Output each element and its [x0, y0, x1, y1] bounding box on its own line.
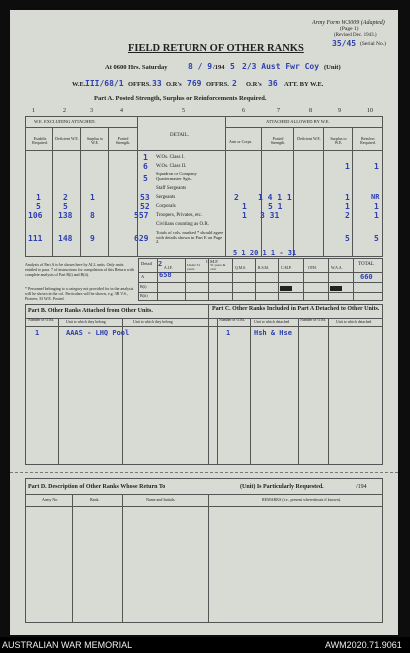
grid-line [25, 494, 383, 495]
posted-strength-value: 52 [140, 202, 150, 211]
col-number: 3 [90, 108, 93, 114]
analysis-instructions: Analysis of Part A to be shown here by ALL units. Only units entitled to para. 7 of instructions for compilation of this Return with complete analysis of Part B(i) and B(ii). [25, 262, 134, 277]
grid-line [208, 304, 209, 464]
surplus-value: 1 [90, 193, 95, 202]
part-b-col: Unit to which they belong [66, 320, 106, 324]
posted-strength-value: 5 [143, 174, 148, 183]
total-surplus: 9 [90, 234, 95, 243]
right-group-header: ATTACHED ALLOWED BY W.E. [266, 119, 330, 124]
grid-line [25, 127, 137, 128]
posted-strength-value: 53 [140, 193, 150, 202]
part-c-title: Part C. Other Ranks Included in Part A Detached to Other Units. [212, 306, 380, 312]
col-number: 8 [309, 108, 312, 114]
grid-line [323, 127, 324, 256]
ors-att-value: 36 [268, 79, 278, 88]
total-deficient: 148 [58, 234, 73, 243]
attached-posted-value: 5 1 [268, 202, 283, 211]
part-d-col: Rank. [90, 497, 100, 502]
part-c-col: Number of O.Rs. [219, 318, 246, 322]
total-label: TOTAL [358, 262, 374, 267]
deficient-value: 5 [63, 202, 68, 211]
sub-col-label: R.S.M. [258, 266, 269, 270]
grid-line [382, 258, 383, 300]
sub-col-label: A.I.F. [164, 266, 173, 270]
analysis-total-value: 660 [360, 273, 373, 281]
col-header: Surplus to W.E. [86, 136, 104, 145]
serial-number: 35/45 [332, 39, 357, 48]
grid-line [25, 464, 383, 465]
surplus-value: 1 [345, 162, 350, 171]
redaction-block [280, 286, 292, 291]
cmf-label: C.M.F. [206, 259, 219, 264]
sub-col-label: W.A.A. [331, 266, 343, 270]
analysis-top-values: 5 1 20 1 1 - 31 [233, 249, 297, 257]
grid-line [293, 127, 294, 256]
offrs-label: OFFRS. [128, 81, 151, 88]
page-label: (Page 1) [340, 26, 359, 32]
unit-label: (Unit) [324, 64, 341, 71]
col-header: Posted Strength. [115, 136, 131, 145]
col-number: 4 [120, 108, 123, 114]
part-d-title-mid: (Unit) Is Particularly Requested. [240, 484, 324, 490]
footer-credit: AUSTRALIAN WAR MEMORIAL [2, 640, 133, 650]
deficient-value: 2 [63, 193, 68, 202]
grid-line [58, 318, 59, 464]
army-form-label: Army Form W.3009 (Adapted) [312, 20, 385, 26]
part-b-title: Part B. Other Ranks Attached from Other Units. [28, 308, 153, 314]
sub-col-label: Q.M.S. [235, 266, 247, 270]
grid-line [208, 494, 209, 623]
analysis-note: * Personnel belonging to a category not provided for in the analysis will be shown in the col. Particulars will be shown, e.g. 3B V.S., Pioneer, 33 W.E. Posted. [25, 286, 134, 301]
grid-line [138, 300, 383, 301]
detail-header: DETAIL. [170, 133, 189, 138]
page-title: FIELD RETURN OF OTHER RANKS [128, 43, 304, 54]
ors-value: 769 [187, 79, 202, 88]
arm-value: 2 [234, 193, 239, 202]
surplus-value: 1 [345, 202, 350, 211]
grid-line [138, 272, 383, 273]
detail-row-label: Staff Sergeants [156, 186, 187, 191]
grid-line [72, 494, 73, 623]
detail-row-label: W.Os. Class II. [156, 164, 187, 169]
part-c-unit: Hsh & Hse [254, 329, 292, 337]
grid-line [25, 304, 383, 305]
col-number: 9 [338, 108, 341, 114]
grid-line [382, 304, 383, 464]
establishment-value: 5 [36, 202, 41, 211]
analysis-row-label: B(ii) [140, 293, 148, 298]
sub-col-label: OTH. [308, 266, 317, 270]
part-b-col: Number of O.Rs. [28, 318, 55, 322]
date-value: 8 / 9 [188, 62, 213, 71]
col-number: 5 [182, 108, 185, 114]
reinforc-value: 1 [374, 202, 379, 211]
attached-posted-value: 1 4 1 1 [258, 193, 292, 202]
part-c-col: Unit to which detached [254, 320, 290, 324]
grid-line [122, 318, 123, 464]
col-header: Posted Strength. [270, 136, 286, 145]
grid-line [225, 116, 226, 256]
year-value: 5 [230, 62, 235, 71]
part-d-col: REMARKS (i.e., present whereabouts if known). [262, 497, 341, 502]
grid-line [25, 622, 383, 623]
establishment-value: 1 [36, 193, 41, 202]
we-value: III/68/1 [85, 79, 124, 88]
grid-line [25, 116, 383, 117]
grid-line [122, 494, 123, 623]
total-attached-surplus: 5 [345, 234, 350, 243]
part-d-col: Army No. [42, 497, 59, 502]
col-number: 10 [367, 108, 373, 114]
analysis-a1-value: 2 [158, 260, 163, 268]
detail-label: Detail [141, 261, 152, 266]
detail-row-label: W.Os. Class I. [156, 155, 185, 160]
grid-line [353, 258, 354, 300]
offrs-att-value: 2 [232, 79, 237, 88]
establishment-value: 106 [28, 211, 43, 220]
unit-value: 2/3 Aust Fwr Coy [242, 62, 320, 71]
col-number: 2 [63, 108, 66, 114]
analysis-row-label: A [141, 274, 145, 279]
surplus-value: 1 [345, 193, 350, 202]
part-c-col: Unit to which detached [336, 320, 372, 324]
left-group-header: W.E. EXCLUDING ATTACHED. [34, 119, 96, 124]
sub-col-label: 31 years & over [210, 263, 226, 271]
col-header: Deficient W.E. [55, 136, 79, 141]
ors-att-label: O.R's [246, 81, 262, 88]
grid-line [25, 116, 26, 256]
grid-line [52, 127, 53, 256]
fold-line [10, 472, 398, 473]
part-c-col: Number of O.Rs. [300, 318, 327, 322]
grid-line [25, 304, 26, 464]
grid-line [138, 258, 383, 259]
redaction-block [330, 286, 342, 291]
col-number: 1 [32, 108, 35, 114]
footer-bar [0, 637, 410, 653]
sub-col-label: Under 31 years [187, 263, 201, 271]
grid-line [25, 150, 383, 151]
posted-strength-value: 1 [143, 153, 148, 162]
attached-posted-value: 3 31 [260, 211, 280, 220]
grid-line [278, 258, 279, 300]
arm-value: 1 [242, 211, 247, 220]
grid-line [25, 506, 383, 507]
part-b-col: Unit to which they belong [133, 320, 173, 324]
grid-line [255, 258, 256, 300]
grid-line [303, 258, 304, 300]
col-header: Reinforc Required. [360, 136, 376, 145]
detail-row-label: Squadron or Company Quartermaster Sgts. [156, 171, 197, 181]
reinforc-value: 1 [374, 211, 379, 220]
analysis-a2-value: 658 [159, 271, 172, 279]
col-number: 7 [277, 108, 280, 114]
total-establishment: 111 [28, 234, 43, 243]
part-d-date: /194 [356, 484, 367, 490]
detail-row-label: Corporals [156, 204, 176, 209]
grid-line [328, 258, 329, 300]
total-posted-strength: 629 [134, 234, 149, 243]
grid-line [108, 127, 109, 256]
we-label: W.E. [72, 81, 86, 88]
grid-line [25, 318, 383, 319]
part-c-number: 1 [226, 329, 231, 337]
grid-line [352, 127, 353, 256]
col-number: 6 [242, 108, 245, 114]
grid-line [328, 318, 329, 464]
sub-col-label: C.M.P. [281, 266, 292, 270]
grid-line [261, 127, 262, 256]
total-reinforc: 5 [374, 234, 379, 243]
col-header: Establis Required. [32, 136, 48, 145]
grid-line [225, 127, 383, 128]
grid-line [25, 478, 26, 623]
ors-label: O.R's [166, 81, 182, 88]
surplus-value: 8 [90, 211, 95, 220]
part-b-unit: AAAS - LHQ Pool [66, 329, 130, 337]
offrs-value: 33 [152, 79, 162, 88]
arm-value: 1 [242, 202, 247, 211]
grid-line [25, 478, 383, 479]
detail-row-label: Sergeants [156, 195, 176, 200]
grid-line [217, 318, 218, 464]
grid-line [138, 258, 139, 300]
grid-line [185, 258, 186, 300]
att-by-we-label: ATT. BY W.E. [284, 81, 324, 88]
grid-line [138, 282, 383, 283]
grid-line [80, 127, 81, 256]
part-d-title: Part D. Description of Other Ranks Whose Return To [28, 484, 166, 490]
grid-line [382, 116, 383, 256]
footer-accession: AWM2020.71.9061 [325, 640, 402, 650]
col-header: Arm or Corps. [229, 139, 253, 144]
grid-line [25, 326, 383, 327]
grid-line [298, 318, 299, 464]
grid-line [25, 256, 383, 257]
grid-line [382, 478, 383, 623]
part-a-title: Part A. Posted Strength, Surplus or Reinforcements Required. [94, 95, 267, 102]
detail-row-label: Troopers, Privates, etc. [156, 213, 203, 218]
serial-label: (Serial No.) [360, 41, 386, 47]
revised-label: (Revised Dec. 1943.) [334, 33, 377, 38]
surplus-value: 2 [345, 211, 350, 220]
detail-row-label: Totals of cols. marked * should agree with details shown in Part E on Page 2. [156, 230, 224, 244]
offrs-att-label: OFFRS. [206, 81, 229, 88]
detail-row-label: Civilians counting as O.R. [156, 222, 209, 227]
field-return-sheet [10, 10, 398, 635]
col-header: Deficient W.E. [297, 136, 321, 141]
part-d-col: Name and Initials. [146, 497, 176, 502]
col-header: Surplus to W.E. [330, 136, 347, 145]
at-hours-label: At 0600 Hrs. Saturday [105, 64, 168, 71]
grid-line [232, 258, 233, 300]
year-label: /194 [213, 64, 225, 71]
reinforc-value: 1 [374, 162, 379, 171]
deficient-value: 138 [58, 211, 73, 220]
part-b-number: 1 [35, 329, 40, 337]
reinforc-value: NR [371, 193, 380, 201]
analysis-row-label: B(i) [140, 284, 147, 289]
posted-strength-value: 6 [143, 162, 148, 171]
grid-line [138, 292, 383, 293]
grid-line [250, 318, 251, 464]
posted-strength-value: 557 [134, 211, 149, 220]
